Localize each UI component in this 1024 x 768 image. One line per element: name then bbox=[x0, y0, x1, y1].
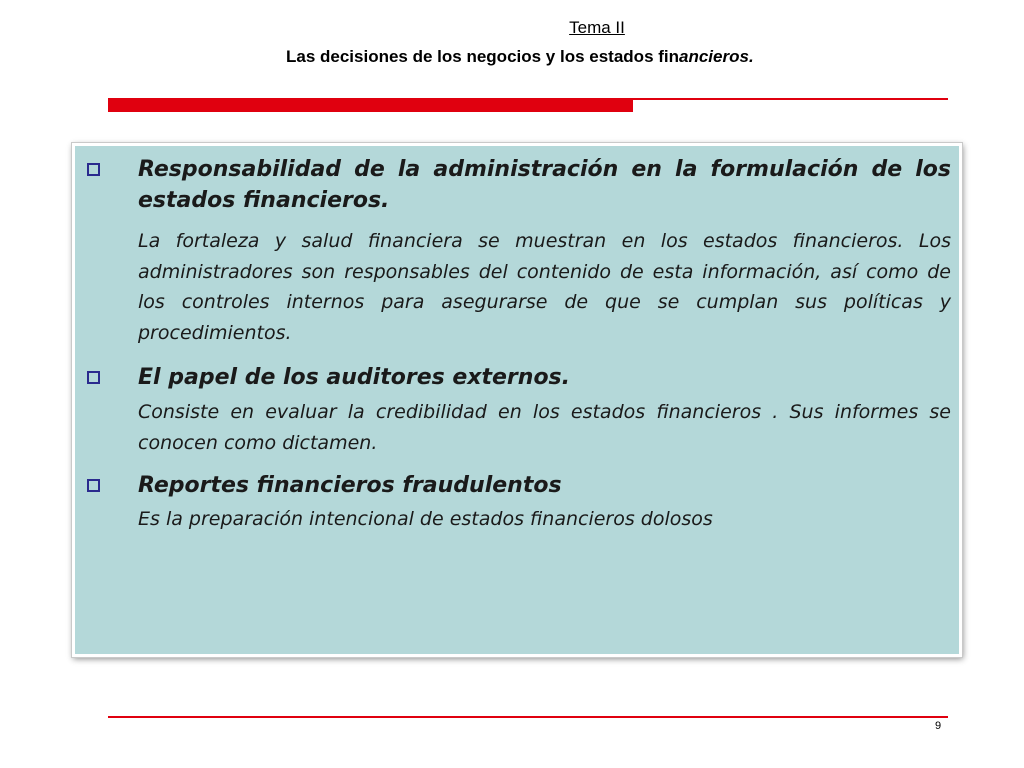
list-item-body: Consiste en evaluar la credibilidad en los estados financieros . Sus informes se conocen como dictamen. bbox=[138, 401, 951, 454]
list-item-auditores bbox=[87, 362, 951, 458]
list-item-body: La fortaleza y salud financiera se muestran en los estados financieros. Los administradores son responsables del contenido de esta información, así como de los controles internos para asegurarse de que se cumplan sus políticas y procedimientos. bbox=[138, 230, 951, 344]
hollow-square-bullet-icon bbox=[87, 371, 100, 384]
page-number: 9 bbox=[935, 720, 942, 732]
list-item-heading: Reportes financieros fraudulentos bbox=[138, 473, 562, 498]
list-item-body: Es la preparación intencional de estados financieros dolosos bbox=[138, 508, 713, 530]
hollow-square-bullet-icon bbox=[87, 163, 100, 176]
slide-title-italic: ancieros. bbox=[679, 47, 754, 66]
list-item-heading: Responsabilidad de la administración en la formulación de los estados financieros. bbox=[138, 157, 951, 213]
list-item-fraudulentos bbox=[87, 470, 951, 535]
slide-title-upright: Las decisiones de los negocios y los estados fin bbox=[286, 47, 680, 66]
header-accent-bar bbox=[108, 98, 633, 112]
footer-divider-line bbox=[108, 716, 948, 718]
hollow-square-bullet-icon bbox=[87, 479, 100, 492]
list-item-heading: El papel de los auditores externos. bbox=[138, 365, 571, 390]
slide-topic: Tema II bbox=[569, 18, 625, 37]
header-divider-line bbox=[633, 98, 948, 100]
content-panel bbox=[72, 143, 962, 657]
slide-title bbox=[286, 47, 754, 67]
list-item-responsabilidad bbox=[87, 154, 951, 348]
